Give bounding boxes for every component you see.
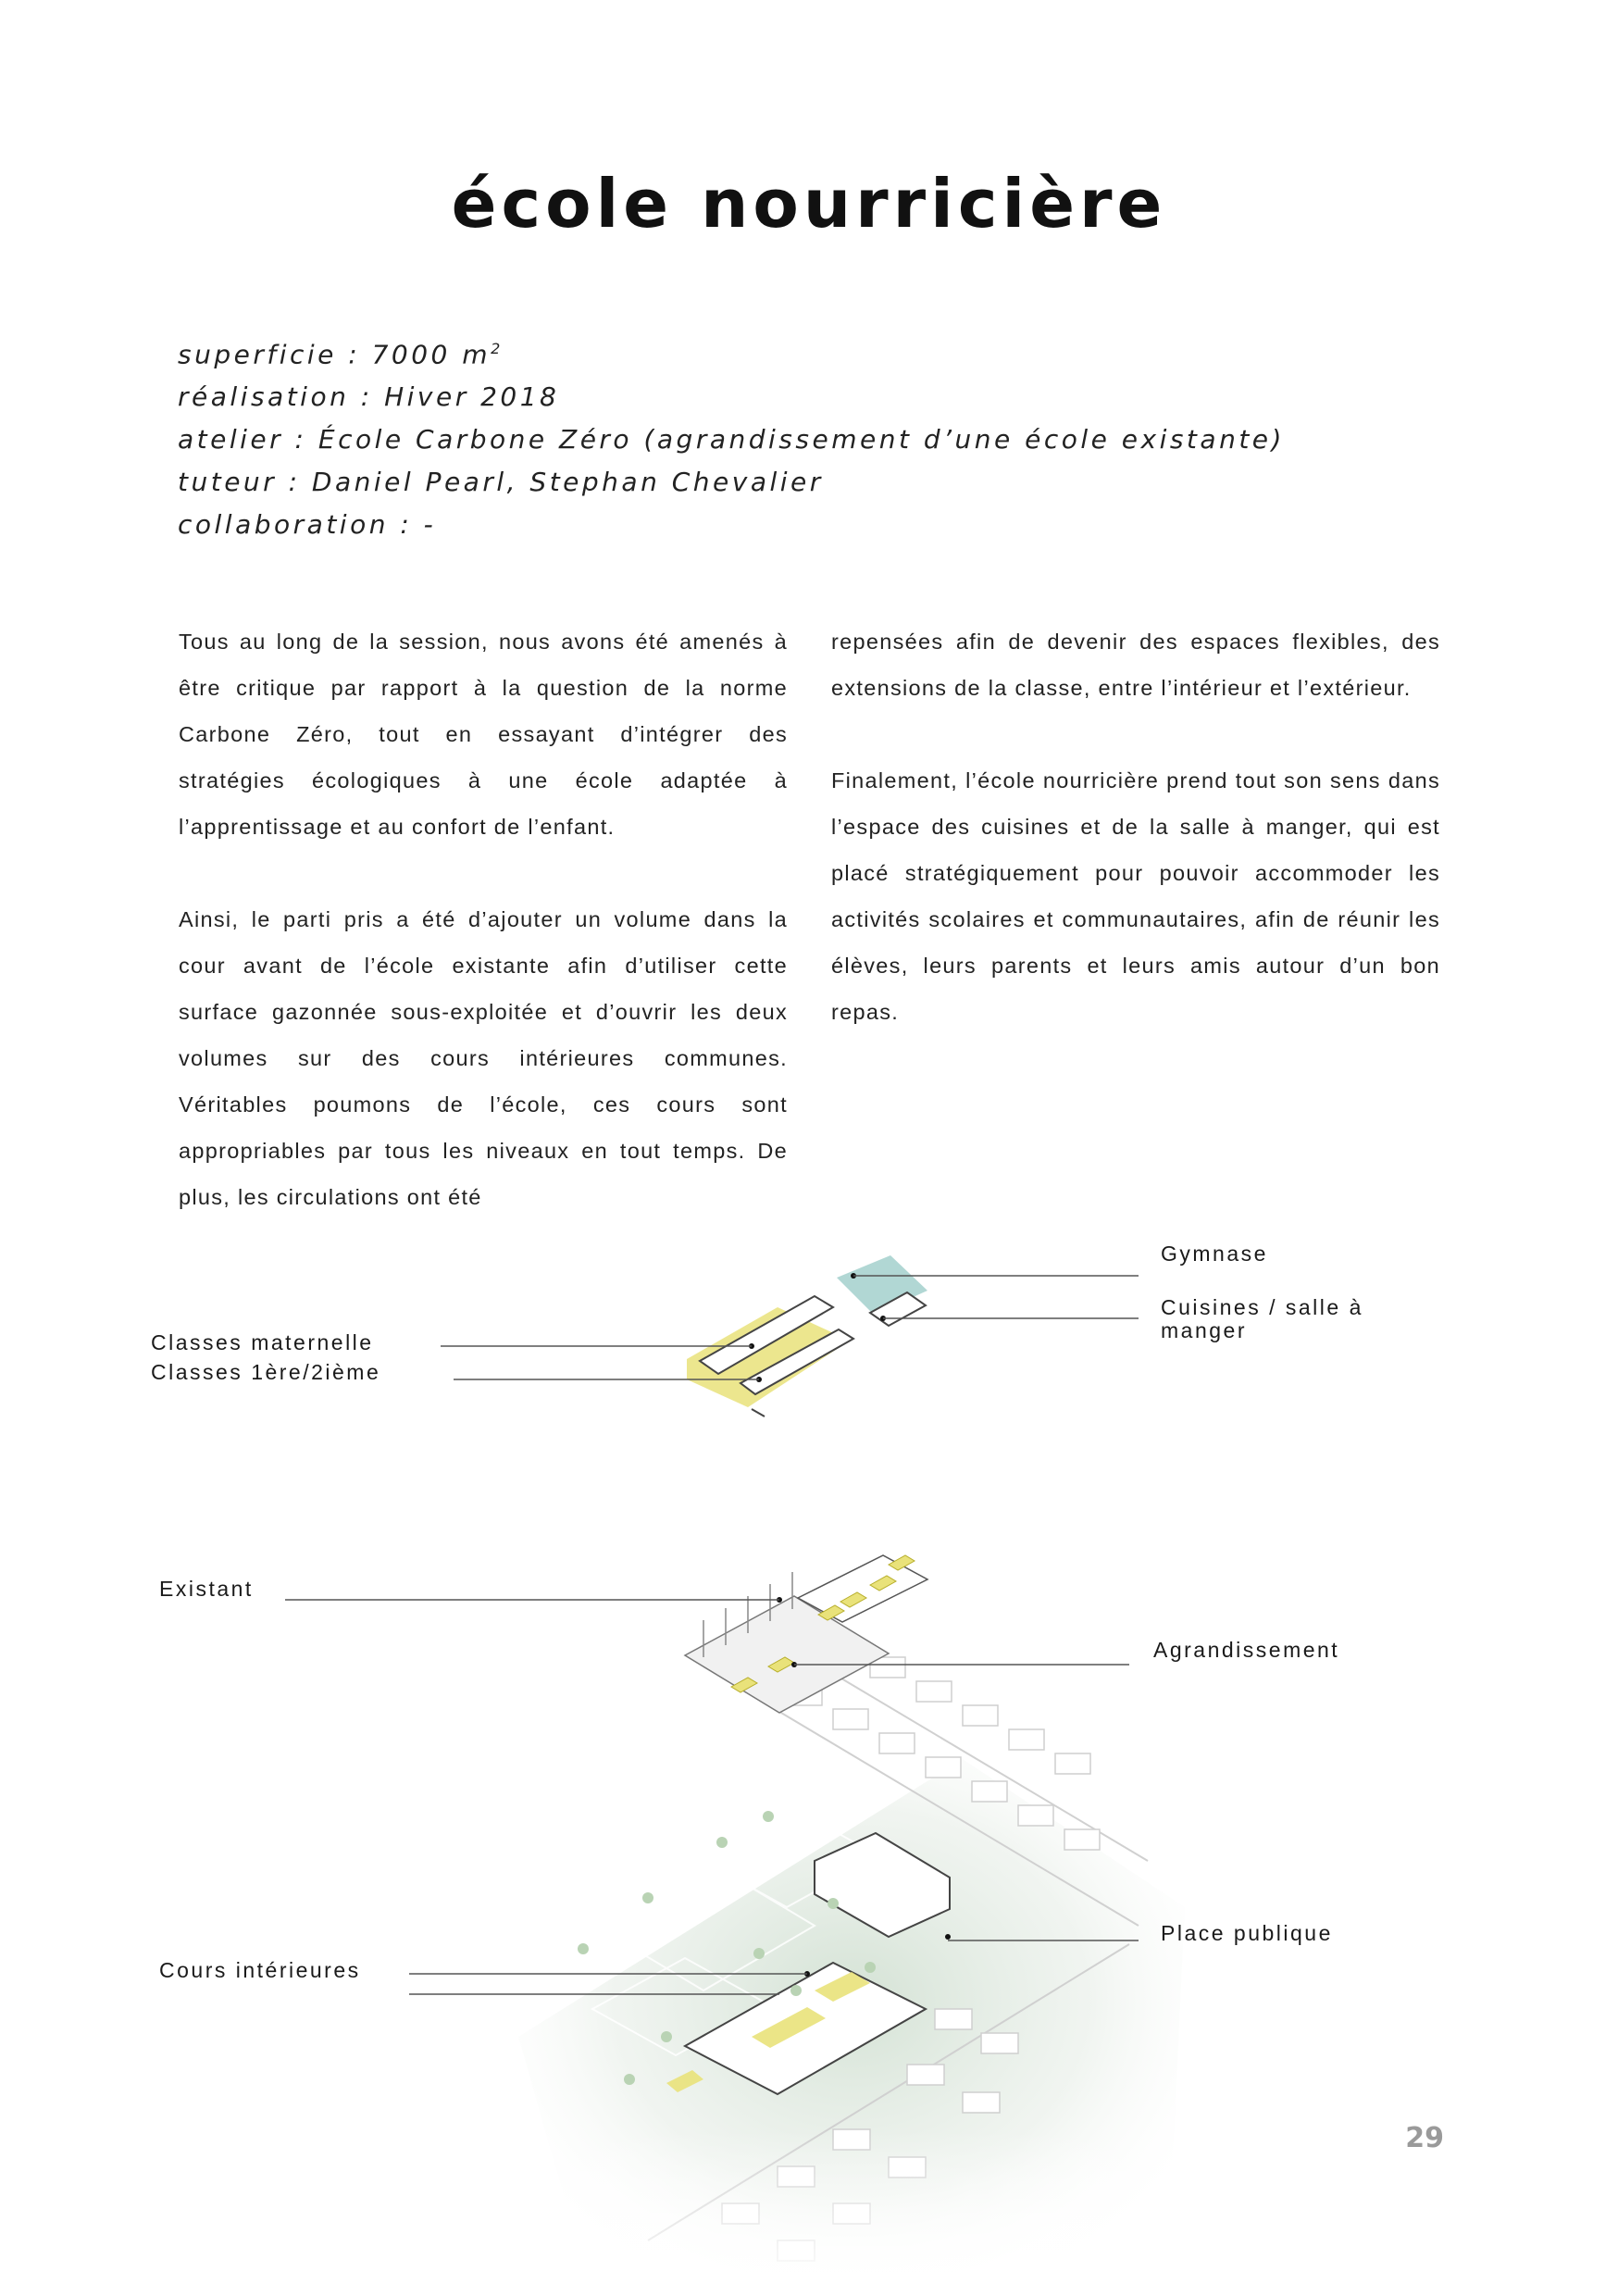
superficie-exponent: 2 xyxy=(491,340,504,357)
collaboration-line: collaboration : - xyxy=(178,509,437,541)
diagram-edge xyxy=(752,1409,765,1416)
label-cuisines: Cuisines / salle à manger xyxy=(1161,1295,1363,1342)
page-title: école nourricière xyxy=(451,165,1167,243)
label-agrandissement: Agrandissement xyxy=(1153,1638,1340,1662)
program-diagram xyxy=(441,1255,1139,1416)
label-existant: Existant xyxy=(159,1577,254,1601)
superficie-text: superficie : 7000 m xyxy=(178,339,492,370)
body-paragraph: Finalement, l’école nourricière prend tout son sens dans l’espace des cuisines et de la salle à manger, qui est placé stratégiquement pour pouvoir accommoder les activités scolaires et communautaires, afin de réunir les élèves, leurs parents et leurs amis autour d’un bon repas. xyxy=(831,768,1440,1024)
label-place-publique: Place publique xyxy=(1161,1921,1333,1945)
body-paragraph: repensées afin de devenir des espaces flexibles, des extensions de la classe, entre l’intérieur et l’extérieur. xyxy=(831,630,1440,700)
label-gymnase: Gymnase xyxy=(1161,1242,1268,1266)
tuteur-line: tuteur : Daniel Pearl, Stephan Chevalier xyxy=(178,467,824,498)
label-classes-1ere-2ieme: Classes 1ère/2ième xyxy=(151,1360,381,1384)
leader-dot xyxy=(945,1934,951,1940)
body-paragraph: Ainsi, le parti pris a été d’ajouter un volume dans la cour avant de l’école existante afin d’utiliser cette surface gazonnée sous-exploitée et d’ouvrir les deux volumes sur des cours intérieures communes. Véritables poumons de l’école, ces cours sont appropriables par tous les niveaux en tout temps. De plus, les circulations ont été xyxy=(179,907,788,1209)
realisation-line: réalisation : Hiver 2018 xyxy=(178,381,560,413)
bottom-fade xyxy=(518,2129,1203,2296)
atelier-line: atelier : École Carbone Zéro (agrandissement d’une école existante) xyxy=(178,424,1285,455)
site-plan xyxy=(409,1629,1203,2296)
label-classes-maternelle: Classes maternelle xyxy=(151,1330,374,1354)
extension-diagram xyxy=(285,1555,1129,1713)
body-paragraph: Tous au long de la session, nous avons été amenés à être critique par rapport à la question de la norme Carbone Zéro, tout en essayant d’intégrer des stratégies écologiques à une école adaptée à l’apprentissage et au confort de l’enfant. xyxy=(179,630,788,839)
label-cours-interieures: Cours intérieures xyxy=(159,1958,361,1982)
page-number: 29 xyxy=(1405,2122,1444,2154)
